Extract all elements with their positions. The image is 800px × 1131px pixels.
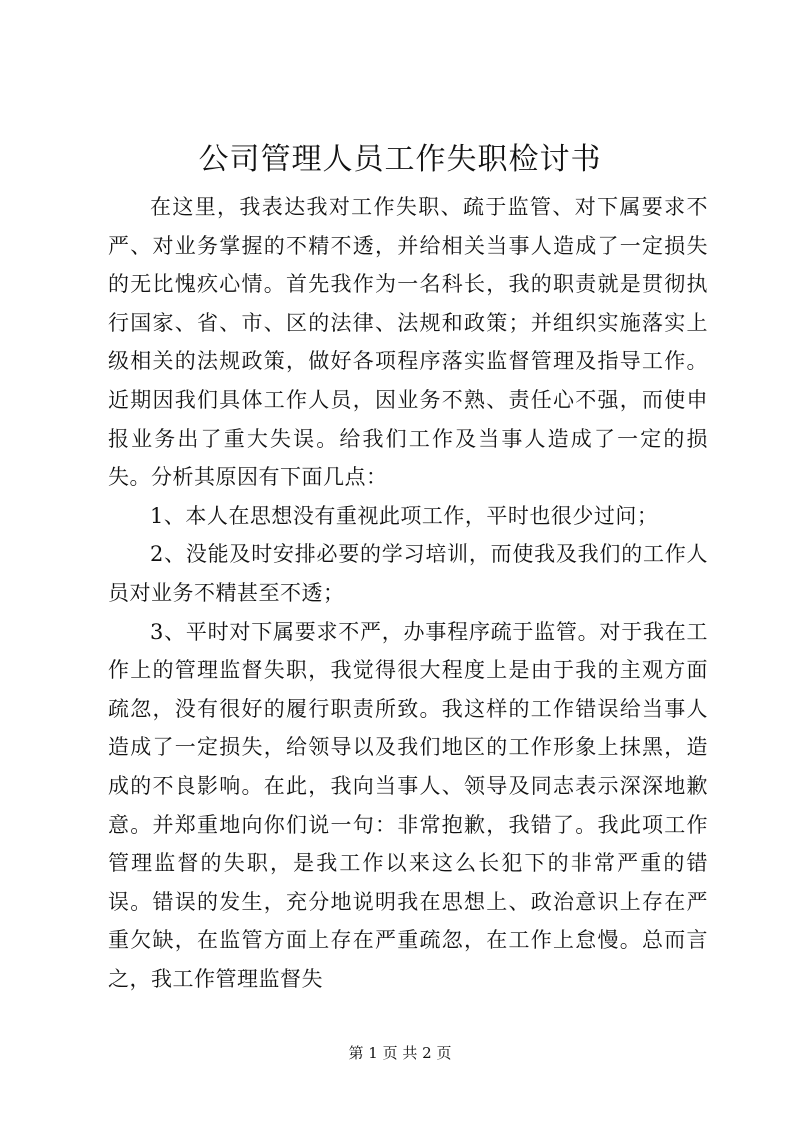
document-title: 公司管理人员工作失职检讨书	[198, 142, 602, 177]
body-paragraph: 2、没能及时安排必要的学习培训，而使我及我们的工作人员对业务不精甚至不透；	[108, 542, 708, 605]
body-paragraph: 在这里，我表达我对工作失职、疏于监管、对下属要求不严、对业务掌握的不精不透，并给相关当事人造成了一定损失的无比愧疚心情。首先我作为一名科长，我的职责就是贯彻执行国家、省、市、区的法律、法规和政策；并组织实施落实上级相关的法规政策，做好各项程序落实监督管理及指导工作。近期因我们具体工作人员，因业务不熟、责任心不强，而使申报业务出了重大失误。给我们工作及当事人造成了一定的损失。分析其原因有下面几点：	[108, 195, 708, 490]
page-number-footer: 第 1 页 共 2 页	[348, 1044, 452, 1062]
document-body	[108, 188, 708, 998]
body-paragraph: 3、平时对下属要求不严，办事程序疏于监管。对于我在工作上的管理监督失职，我觉得很大程度上是由于我的主观方面疏忽，没有很好的履行职责所致。我这样的工作错误给当事人造成了一定损失，给领导以及我们地区的工作形象上抹黑，造成的不良影响。在此，我向当事人、领导及同志表示深深地歉意。并郑重地向你们说一句：非常抱歉，我错了。我此项工作管理监督的失职，是我工作以来这么长犯下的非常严重的错误。错误的发生，充分地说明我在思想上、政治意识上存在严重欠缺，在监管方面上存在严重疏忽，在工作上怠慢。总而言之，我工作管理监督失	[108, 619, 708, 991]
body-paragraph: 1、本人在思想没有重视此项工作，平时也很少过问；	[150, 503, 659, 528]
